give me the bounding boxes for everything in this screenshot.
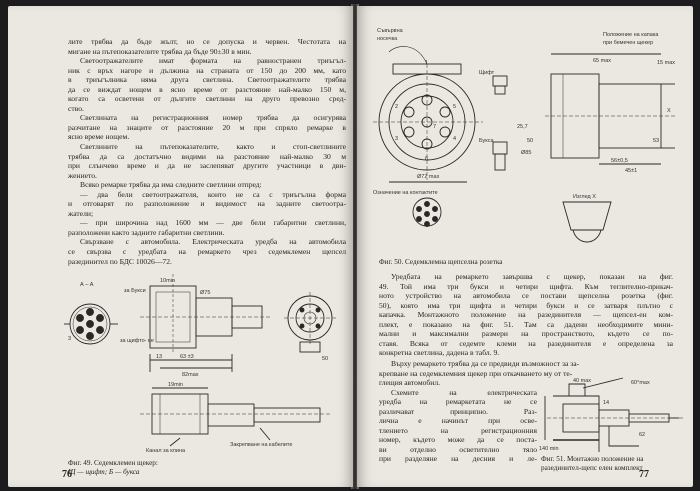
label-x: X (667, 108, 671, 114)
text-line: номер, където може да се поста- (379, 435, 537, 445)
text-line: мигане на пътепоказателите трябва да бъде 90±30 в мин. (68, 46, 252, 56)
label-zakrepvane: Закрепване на кабелите (230, 442, 293, 448)
dim-45: 45±1 (625, 168, 638, 174)
label-polozhenie: Положение на капака (603, 32, 659, 38)
text-line: ник с връх нагоре и дължина на страната от 150 до 200 мм, като (68, 65, 346, 75)
caption-line: разединител-щепс елен комплект (541, 464, 643, 472)
text-line: ното устройство на автомобила се постави щепселна розетка (фиг. (379, 291, 673, 301)
label-noeche: носечка (377, 36, 398, 42)
text-line: Схемите на електрическата (391, 387, 537, 397)
text-line: разединител по БДС 10026—72. (68, 256, 172, 266)
label-za-shtifti: за щифто- ве (120, 338, 154, 344)
contact-num-7: 7 (433, 124, 437, 130)
text-line: лична е начинът при осве- (379, 416, 537, 426)
dim-75: Ø75 (200, 290, 211, 296)
label-pri-shteker: при бемечен щекер (603, 40, 654, 46)
dim-19: 19min (168, 382, 183, 388)
text-line: различават принципно. Раз- (379, 406, 537, 416)
dim-85: Ø85 (521, 150, 532, 156)
text-line: ставя. Всяка от седемте клеми на разединителя е определена за (379, 338, 673, 348)
label-za-buksi: за Букси (124, 288, 146, 294)
text-line: Светлините на пътепоказателите, както и стоп-светлините (80, 142, 346, 152)
text-line: Уредбата на ремаркето завършва с щекер, показан на фиг. (391, 272, 673, 281)
figure-50-drawing (367, 24, 689, 256)
caption-line: Фиг. 49. Седемклемен щекер: (68, 459, 158, 467)
page-number: 76 (62, 469, 72, 480)
contact-num-3: 3 (395, 136, 399, 142)
dim-40: 40 max (573, 378, 592, 384)
text-line: лите трябва да бъде жълт, но се допуска и червен. Честотата на (68, 37, 346, 46)
text-line: жатели; (68, 208, 94, 218)
right-page (357, 6, 693, 487)
dim-3: 3 (68, 336, 72, 342)
text-line: се свързва с уредбата на ремаркето чрез седемклемен щепсел (68, 247, 346, 257)
dim-60: 60°max (631, 380, 650, 386)
text-line: тлението на регистрационния (379, 425, 537, 435)
text-line: разположени както задните габаритни светлини. (68, 227, 225, 237)
dim-13: 13 (156, 354, 163, 360)
text-line: да се виждат нощем в ясно време от разстояние най-малко 150 м, (68, 84, 346, 94)
dim-15: 15 max (657, 60, 676, 66)
page-number: 77 (639, 469, 649, 480)
label-buksa: Букса (479, 138, 494, 144)
dim-25-7: 25,7 (517, 124, 528, 130)
contact-num-2: 2 (395, 104, 399, 110)
text-line: — при широчина над 1600 мм — две бели габаритни светлини, (80, 218, 346, 228)
text-line: Свързване с автомобила. Електрическата уредба на автомобила (80, 237, 346, 247)
dim-82: 82max (182, 372, 199, 378)
text-line: глещия автомобил. (379, 378, 441, 388)
figure-49-caption (68, 459, 158, 477)
dim-50: 50 (322, 356, 329, 362)
text-line: капачка. Монтажното положение на разединителя — щепсел-ен ком- (379, 310, 673, 320)
label-shtift: Щифт (479, 70, 495, 76)
dim-50: 50 (527, 138, 534, 144)
figure-50-caption (379, 258, 502, 267)
left-page (8, 6, 353, 487)
text-line: плект, е показано на фиг. 51. Там са дадени необходимите мини- (379, 319, 673, 329)
text-line: разчитане на знаците от разстояние 20 м при спряло ремарке в (68, 122, 346, 132)
label-oznachenie: Означение на контактите (373, 190, 438, 196)
dim-14: 14 (603, 400, 610, 406)
text-line: ство. (68, 103, 84, 113)
text-line: конкретна светлина, дадена в табл. 9. (379, 348, 500, 358)
text-line: 49. Той има три букси и четири щифта. Към теглително-прикач- (379, 281, 673, 291)
text-line: Всяко ремарке трябва да има следните светлини отпред: (80, 180, 262, 190)
text-line: когато са осветени от дългите светлини на друго превозно сред- (68, 94, 346, 104)
contact-num-4: 4 (453, 136, 457, 142)
label-sabvarna: Съвървна (377, 28, 403, 34)
figure-51-caption (541, 455, 643, 473)
text-line: ви отделно осветително тяло (379, 444, 537, 454)
text-line: и отговарят по разположение и видимост на задните светоотра- (68, 199, 346, 209)
text-line: при слънчево време и да не заслепяват другите участници в дви- (68, 161, 346, 171)
contact-num-5: 5 (453, 104, 457, 110)
text-line: крепване на седемклемния щекер при откачването му от те- (379, 368, 573, 378)
dim-56: 56±0,5 (611, 158, 628, 164)
dim-10min: 10min (160, 278, 175, 284)
dim-53: 53 (653, 138, 660, 144)
text-line: мални и максимални размери на пространството, където се по- (379, 329, 673, 339)
caption-line: Фиг. 50. Седемклемна щепселна розетка (379, 258, 503, 266)
text-line: 50), която има три щифта и четири букси и се затваря плътно с (379, 300, 673, 310)
left-page-text (68, 37, 346, 266)
dim-63: 63 ±3 (180, 354, 194, 360)
dim-62: 62 (639, 432, 646, 438)
text-line: уредба на ремаркетата не се (379, 397, 537, 407)
text-line: Светоотражателите имат формата на равностранен триъгъл- (80, 56, 346, 66)
text-line: трябва да са достатъчно видими на разстояние най-малко 30 м (68, 151, 346, 161)
dim-72: Ø72 max (417, 174, 440, 180)
text-line: Светлината на регистрационния номер трябва да осигурява (80, 113, 346, 123)
dim-140: 140 min (539, 446, 559, 452)
caption-line: Фиг. 51. Монтажно положение на (541, 455, 644, 463)
text-line: при разделяне на десния и ле- (379, 454, 537, 464)
section-label: А – А (80, 282, 94, 288)
label-izgled: Изглед X (573, 194, 596, 200)
caption-line: Щ — щифт; Б — букса (68, 468, 140, 476)
text-line: в триъгълника няма друга светлина. Светоотражателите трябва (68, 75, 346, 85)
contact-num-6: 6 (425, 156, 429, 162)
label-kanal: Канал за клина (146, 448, 186, 454)
text-line: Върху ремаркето трябва да се предвиди възможност за за- (391, 359, 580, 368)
right-page-text (379, 272, 673, 358)
text-line: — два бели светоотражателя, които не са с триъгълна форма (80, 189, 346, 199)
figure-51-drawing (539, 376, 687, 456)
text-line: жението. (68, 170, 97, 180)
dim-65: 65 max (593, 58, 612, 64)
contact-num-1: 1 (425, 60, 429, 66)
figure-49-drawing (60, 268, 350, 456)
text-line: ясно време нощем. (68, 132, 130, 142)
